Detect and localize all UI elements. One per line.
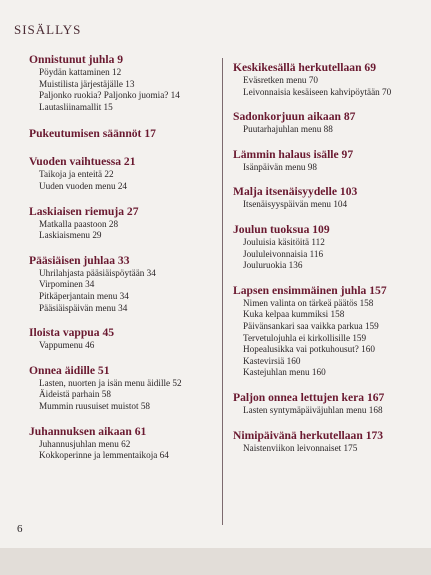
toc-entry: Uhrilahjasta pääsiäispöytään 34 xyxy=(39,267,156,278)
section-title: Laskiaisen riemuja 27 xyxy=(29,204,139,218)
toc-entry: Pitkäperjantain menu 34 xyxy=(39,290,129,301)
section-title: Malja itsenäisyydelle 103 xyxy=(233,185,358,199)
toc-entry: Mummin ruusuiset muistot 58 xyxy=(39,400,151,411)
toc-entry: Lasten syntymäpäiväjuhlan menu 168 xyxy=(243,404,383,415)
toc-entry: Virpominen 34 xyxy=(39,279,95,290)
toc-entry: Isänpäivän menu 98 xyxy=(243,161,317,172)
toc-section xyxy=(29,363,219,413)
toc-entry: Muistilista järjestäjälle 13 xyxy=(39,78,135,89)
toc-entry: Pöydän kattaminen 12 xyxy=(39,67,122,77)
toc-section xyxy=(233,222,423,272)
section-title: Vuoden vaihtuessa 21 xyxy=(29,155,136,169)
section-title: Lapsen ensimmäinen juhla 157 xyxy=(233,283,387,297)
section-title: Keskikesällä herkutellaan 69 xyxy=(233,61,377,74)
section-title: Lämmin halaus isälle 97 xyxy=(233,147,354,161)
toc-entry: Kastejuhlan menu 160 xyxy=(243,367,326,378)
section-title: Pääsiäisen juhlaa 33 xyxy=(29,253,130,267)
toc-right-column xyxy=(233,52,423,454)
page-number: 6 xyxy=(17,523,23,535)
toc-entry: Pääsiäispäivän menu 34 xyxy=(39,302,128,313)
toc-section xyxy=(29,424,219,462)
toc-entry: Kokkoperinne ja lemmentaikoja 64 xyxy=(39,450,169,461)
toc-entry: Puutarhajuhlan menu 88 xyxy=(243,124,333,135)
toc-entry: Itsenäisyyspäivän menu 104 xyxy=(243,199,348,210)
toc-entry: Vappumenu 46 xyxy=(39,340,95,351)
toc-entry: Uuden vuoden menu 24 xyxy=(39,180,128,191)
toc-entry: Äideistä parhain 58 xyxy=(39,389,111,400)
column-divider xyxy=(222,58,223,525)
toc-section xyxy=(29,204,219,242)
page-bottom-edge xyxy=(0,548,431,575)
section-title: Iloista vappua 45 xyxy=(29,326,115,340)
section-title: Joulun tuoksua 109 xyxy=(233,222,330,236)
toc-section xyxy=(29,126,219,141)
toc-section xyxy=(233,60,423,98)
toc-entry: Tervetulojuhla ei kirkollisille 159 xyxy=(243,332,367,343)
toc-section xyxy=(29,52,219,113)
toc-section xyxy=(29,325,219,352)
section-title: Paljon onnea lettujen kera 167 xyxy=(233,390,385,404)
toc-section xyxy=(233,283,423,379)
toc-section xyxy=(233,147,423,174)
section-title: Nimipäivänä herkutellaan 173 xyxy=(233,428,384,442)
toc-entry: Paljonko ruokia? Paljonko juomia? 14 xyxy=(39,90,180,101)
toc-entry: Lasten, nuorten ja isän menu äidille 52 xyxy=(39,377,182,388)
toc-entry: Joululeivonnaisia 116 xyxy=(243,248,324,259)
toc-section xyxy=(29,154,219,192)
toc-entry: Jouluisia käsitöitä 112 xyxy=(243,236,325,247)
section-title: Juhannuksen aikaan 61 xyxy=(29,424,147,438)
toc-section xyxy=(29,253,219,314)
section-title: Onnistunut juhla 9 xyxy=(29,53,124,66)
toc-entry: Laskiaismenu 29 xyxy=(39,230,102,241)
toc-entry: Nimen valinta on tärkeä päätös 158 xyxy=(243,297,374,308)
toc-entry: Päivänsankari saa vaikka parkua 159 xyxy=(243,320,379,331)
toc-entry: Jouluruokia 136 xyxy=(243,260,303,271)
toc-entry: Naistenviikon leivonnaiset 175 xyxy=(243,442,358,453)
section-title: Pukeutumisen säännöt 17 xyxy=(29,127,156,141)
toc-entry: Lautasliinamallit 15 xyxy=(39,101,113,112)
toc-entry: Kastevirsiä 160 xyxy=(243,355,301,366)
toc-entry: Kuka kelpaa kummiksi 158 xyxy=(243,309,345,320)
toc-entry: Hopealusikka vai potkuhousut? 160 xyxy=(243,344,375,355)
page-title: SISÄLLYS xyxy=(14,22,82,37)
section-title: Onnea äidille 51 xyxy=(29,363,110,377)
toc-entry: Matkalla paastoon 28 xyxy=(39,218,119,229)
toc-section xyxy=(233,109,423,136)
toc-section xyxy=(233,390,423,417)
section-title: Sadonkorjuun aikaan 87 xyxy=(233,110,356,124)
toc-entry: Taikoja ja enteitä 22 xyxy=(39,169,114,180)
toc-section xyxy=(233,428,423,455)
toc-entry: Juhannusjuhlan menu 62 xyxy=(39,438,131,449)
toc-section xyxy=(233,184,423,211)
toc-left-column xyxy=(29,52,219,462)
toc-entry: Eväsretken menu 70 xyxy=(243,75,319,85)
toc-entry: Leivonnaisia kesäiseen kahvipöytään 70 xyxy=(243,86,392,97)
